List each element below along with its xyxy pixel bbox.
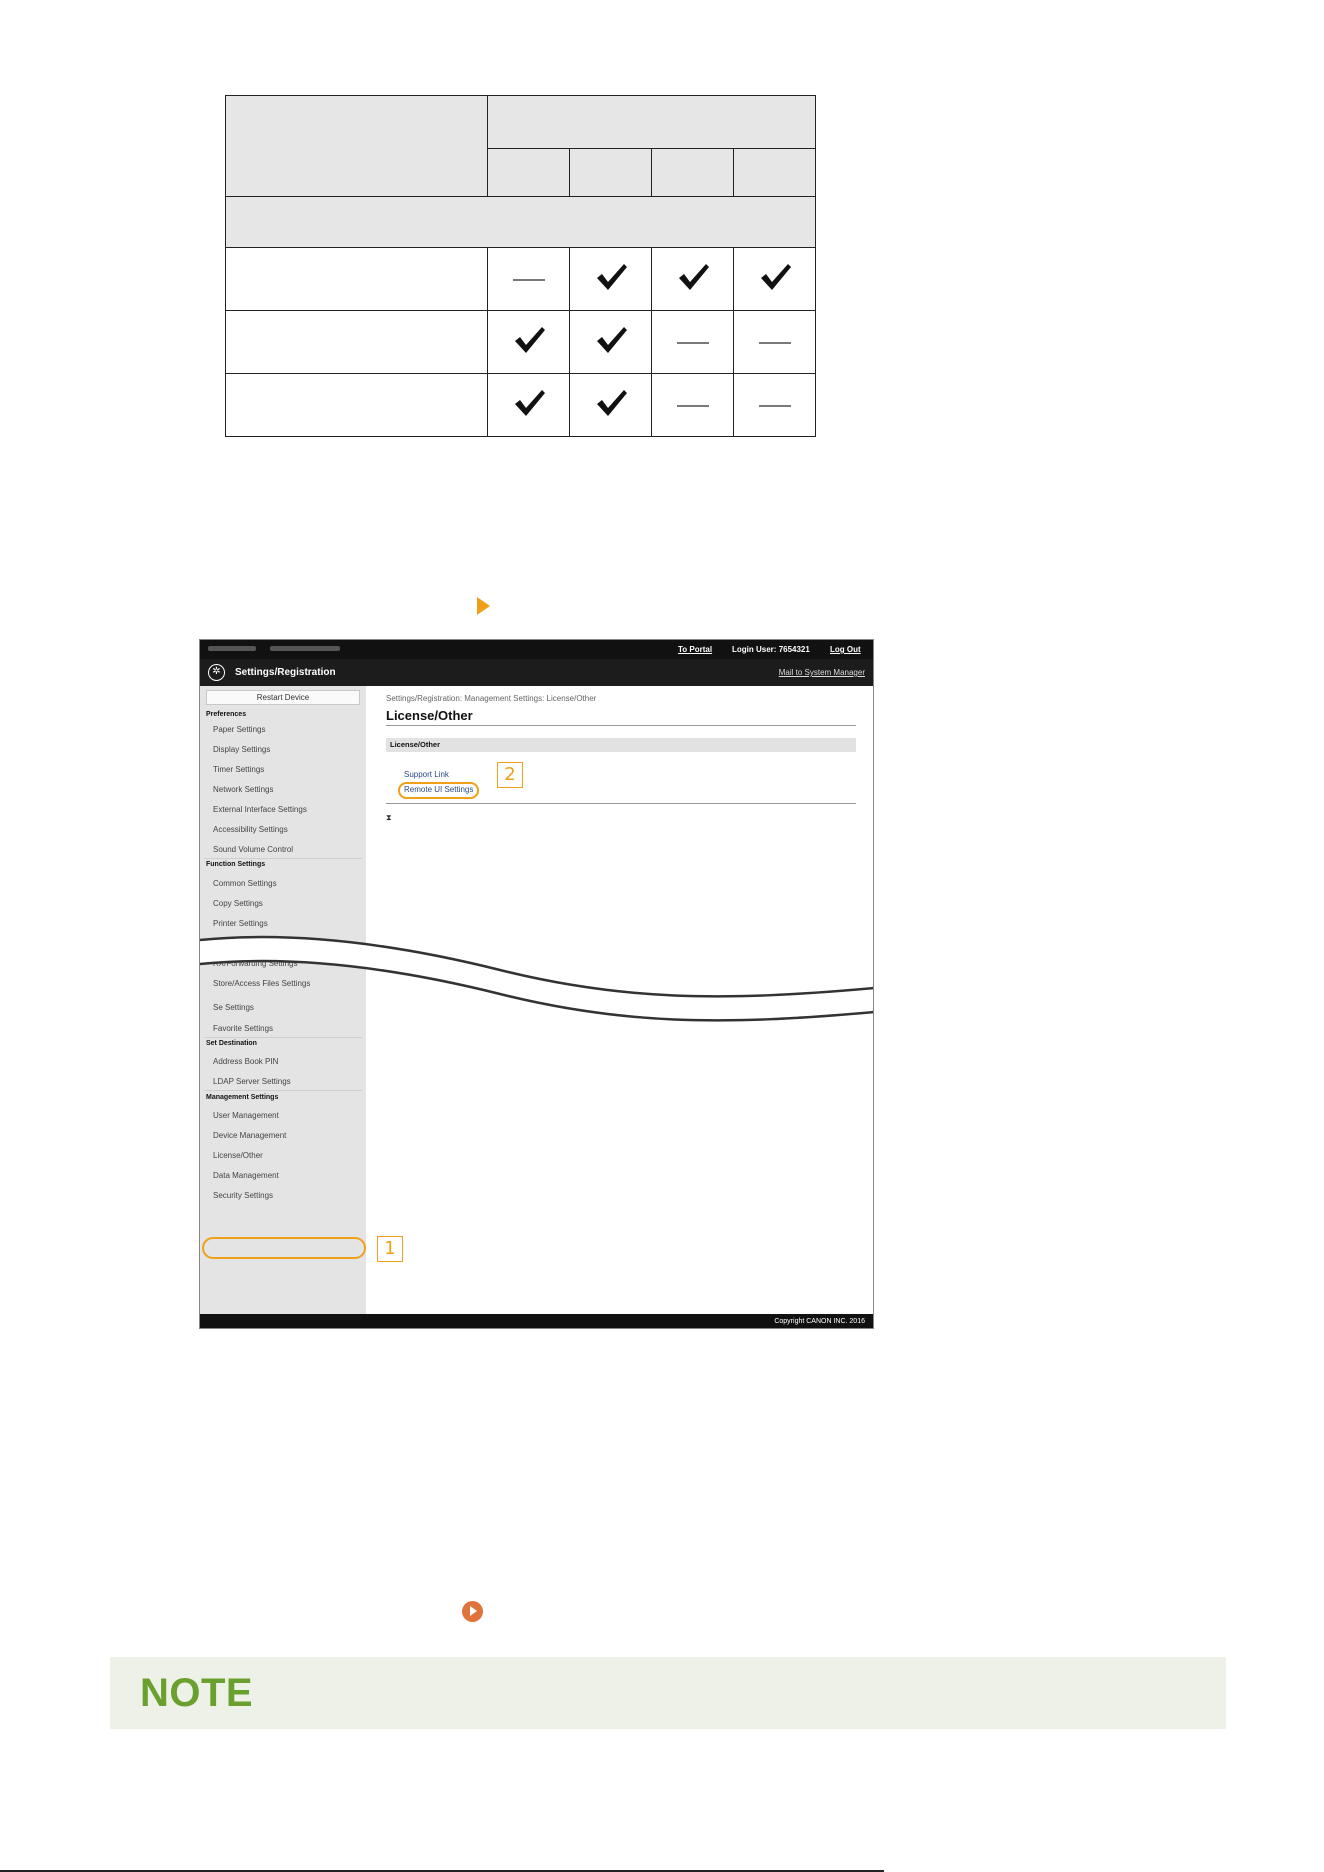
sidebar-item-network-settings[interactable]: Network Settings bbox=[213, 785, 274, 794]
page-break-wave bbox=[200, 640, 874, 1329]
login-user-id: 7654321 bbox=[778, 645, 810, 654]
check-icon bbox=[594, 325, 628, 355]
sidebar-item-printer-settings[interactable]: Printer Settings bbox=[213, 919, 268, 928]
sidebar-item-rx-forwarding-settings[interactable]: RX/Forwarding Settings bbox=[213, 959, 298, 968]
sidebar-section-set-destination: Set Destination bbox=[206, 1040, 257, 1047]
page-title: License/Other bbox=[386, 708, 473, 723]
sidebar-section-preferences: Preferences bbox=[206, 711, 247, 718]
play-arrow-icon[interactable] bbox=[462, 1601, 483, 1622]
sidebar-item-accessibility-settings[interactable]: Accessibility Settings bbox=[213, 825, 288, 834]
sidebar-item-device-management[interactable]: Device Management bbox=[213, 1131, 287, 1140]
sidebar-item-user-management[interactable]: User Management bbox=[213, 1111, 279, 1120]
gear-icon: ✲ bbox=[208, 664, 225, 681]
table-header-corner bbox=[226, 96, 488, 197]
sidebar-section-management-settings: Management Settings bbox=[206, 1094, 279, 1101]
table-header-col-2 bbox=[570, 149, 652, 197]
sidebar-item-address-book-pin[interactable]: Address Book PIN bbox=[213, 1057, 279, 1066]
table-row bbox=[226, 311, 816, 374]
check-icon bbox=[758, 262, 792, 292]
cell bbox=[734, 311, 816, 374]
support-link[interactable]: Support Link bbox=[404, 770, 449, 779]
cell bbox=[488, 374, 570, 437]
sidebar-item-data-management[interactable]: Data Management bbox=[213, 1171, 279, 1180]
dash-icon bbox=[513, 279, 545, 281]
check-icon bbox=[512, 388, 546, 418]
login-user-label: Login User: bbox=[732, 645, 777, 654]
dash-icon bbox=[677, 342, 709, 344]
check-icon bbox=[512, 325, 546, 355]
row-label-cell bbox=[226, 311, 488, 374]
dash-icon bbox=[677, 405, 709, 407]
check-icon bbox=[594, 388, 628, 418]
triangle-arrow-icon bbox=[477, 597, 490, 615]
sidebar-item-copy-settings[interactable]: Copy Settings bbox=[213, 899, 263, 908]
cell bbox=[652, 248, 734, 311]
cell bbox=[734, 248, 816, 311]
cell bbox=[488, 248, 570, 311]
remote-ui-settings-link[interactable]: Remote UI Settings bbox=[404, 785, 474, 794]
sidebar-item-favorite-settings[interactable]: Favorite Settings bbox=[213, 1024, 274, 1033]
cell bbox=[570, 248, 652, 311]
callout-badge: 2 bbox=[497, 762, 523, 788]
mail-to-system-manager-link[interactable]: Mail to System Manager bbox=[778, 668, 865, 677]
sidebar-item-partial[interactable]: Se Settings bbox=[213, 1003, 254, 1012]
table-header-col-3 bbox=[652, 149, 734, 197]
cell bbox=[488, 311, 570, 374]
table-row bbox=[226, 248, 816, 311]
cell bbox=[652, 374, 734, 437]
sidebar-item-external-interface-settings[interactable]: External Interface Settings bbox=[213, 805, 307, 814]
table-header-col-1 bbox=[488, 149, 570, 197]
table-header-group bbox=[488, 96, 816, 149]
cell bbox=[734, 374, 816, 437]
table-section-row bbox=[226, 197, 816, 248]
dash-icon bbox=[759, 405, 791, 407]
sidebar-item-common-settings[interactable]: Common Settings bbox=[213, 879, 277, 888]
compatibility-table bbox=[225, 95, 816, 437]
note-heading: NOTE bbox=[140, 1671, 254, 1715]
sidebar-item-license-other[interactable]: License/Other bbox=[213, 1151, 263, 1160]
cell bbox=[570, 374, 652, 437]
sidebar-item-paper-settings[interactable]: Paper Settings bbox=[213, 725, 266, 734]
row-label-cell bbox=[226, 248, 488, 311]
sidebar-item-security-settings[interactable]: Security Settings bbox=[213, 1191, 274, 1200]
remote-ui-screenshot bbox=[199, 639, 874, 1329]
log-out-link[interactable]: Log Out bbox=[830, 645, 861, 654]
cell bbox=[570, 311, 652, 374]
table-row bbox=[226, 374, 816, 437]
sidebar-item-sound-volume-control[interactable]: Sound Volume Control bbox=[213, 845, 294, 854]
app-title: Settings/Registration bbox=[235, 667, 336, 678]
note-box bbox=[110, 1657, 1226, 1729]
scroll-top-icon[interactable]: ⧗ bbox=[386, 813, 392, 822]
dash-icon bbox=[759, 342, 791, 344]
cell bbox=[652, 311, 734, 374]
copyright-footer: Copyright CANON INC. 2016 bbox=[200, 1314, 873, 1329]
check-icon bbox=[594, 262, 628, 292]
table-header-col-4 bbox=[734, 149, 816, 197]
check-icon bbox=[676, 262, 710, 292]
breadcrumb: Settings/Registration: Management Settings: License/Other bbox=[386, 694, 597, 703]
sidebar-item-timer-settings[interactable]: Timer Settings bbox=[213, 765, 265, 774]
to-portal-link[interactable]: To Portal bbox=[678, 645, 713, 654]
group-header: License/Other bbox=[386, 738, 856, 752]
sidebar-item-ldap-server-settings[interactable]: LDAP Server Settings bbox=[213, 1077, 291, 1086]
restart-device-button[interactable]: Restart Device bbox=[206, 690, 360, 705]
row-label-cell bbox=[226, 374, 488, 437]
sidebar-section-function-settings: Function Settings bbox=[206, 861, 266, 868]
sidebar-item-display-settings[interactable]: Display Settings bbox=[213, 745, 271, 754]
sidebar-item-store-access-files-settings[interactable]: Store/Access Files Settings bbox=[213, 979, 311, 988]
callout-badge: 1 bbox=[377, 1236, 403, 1262]
